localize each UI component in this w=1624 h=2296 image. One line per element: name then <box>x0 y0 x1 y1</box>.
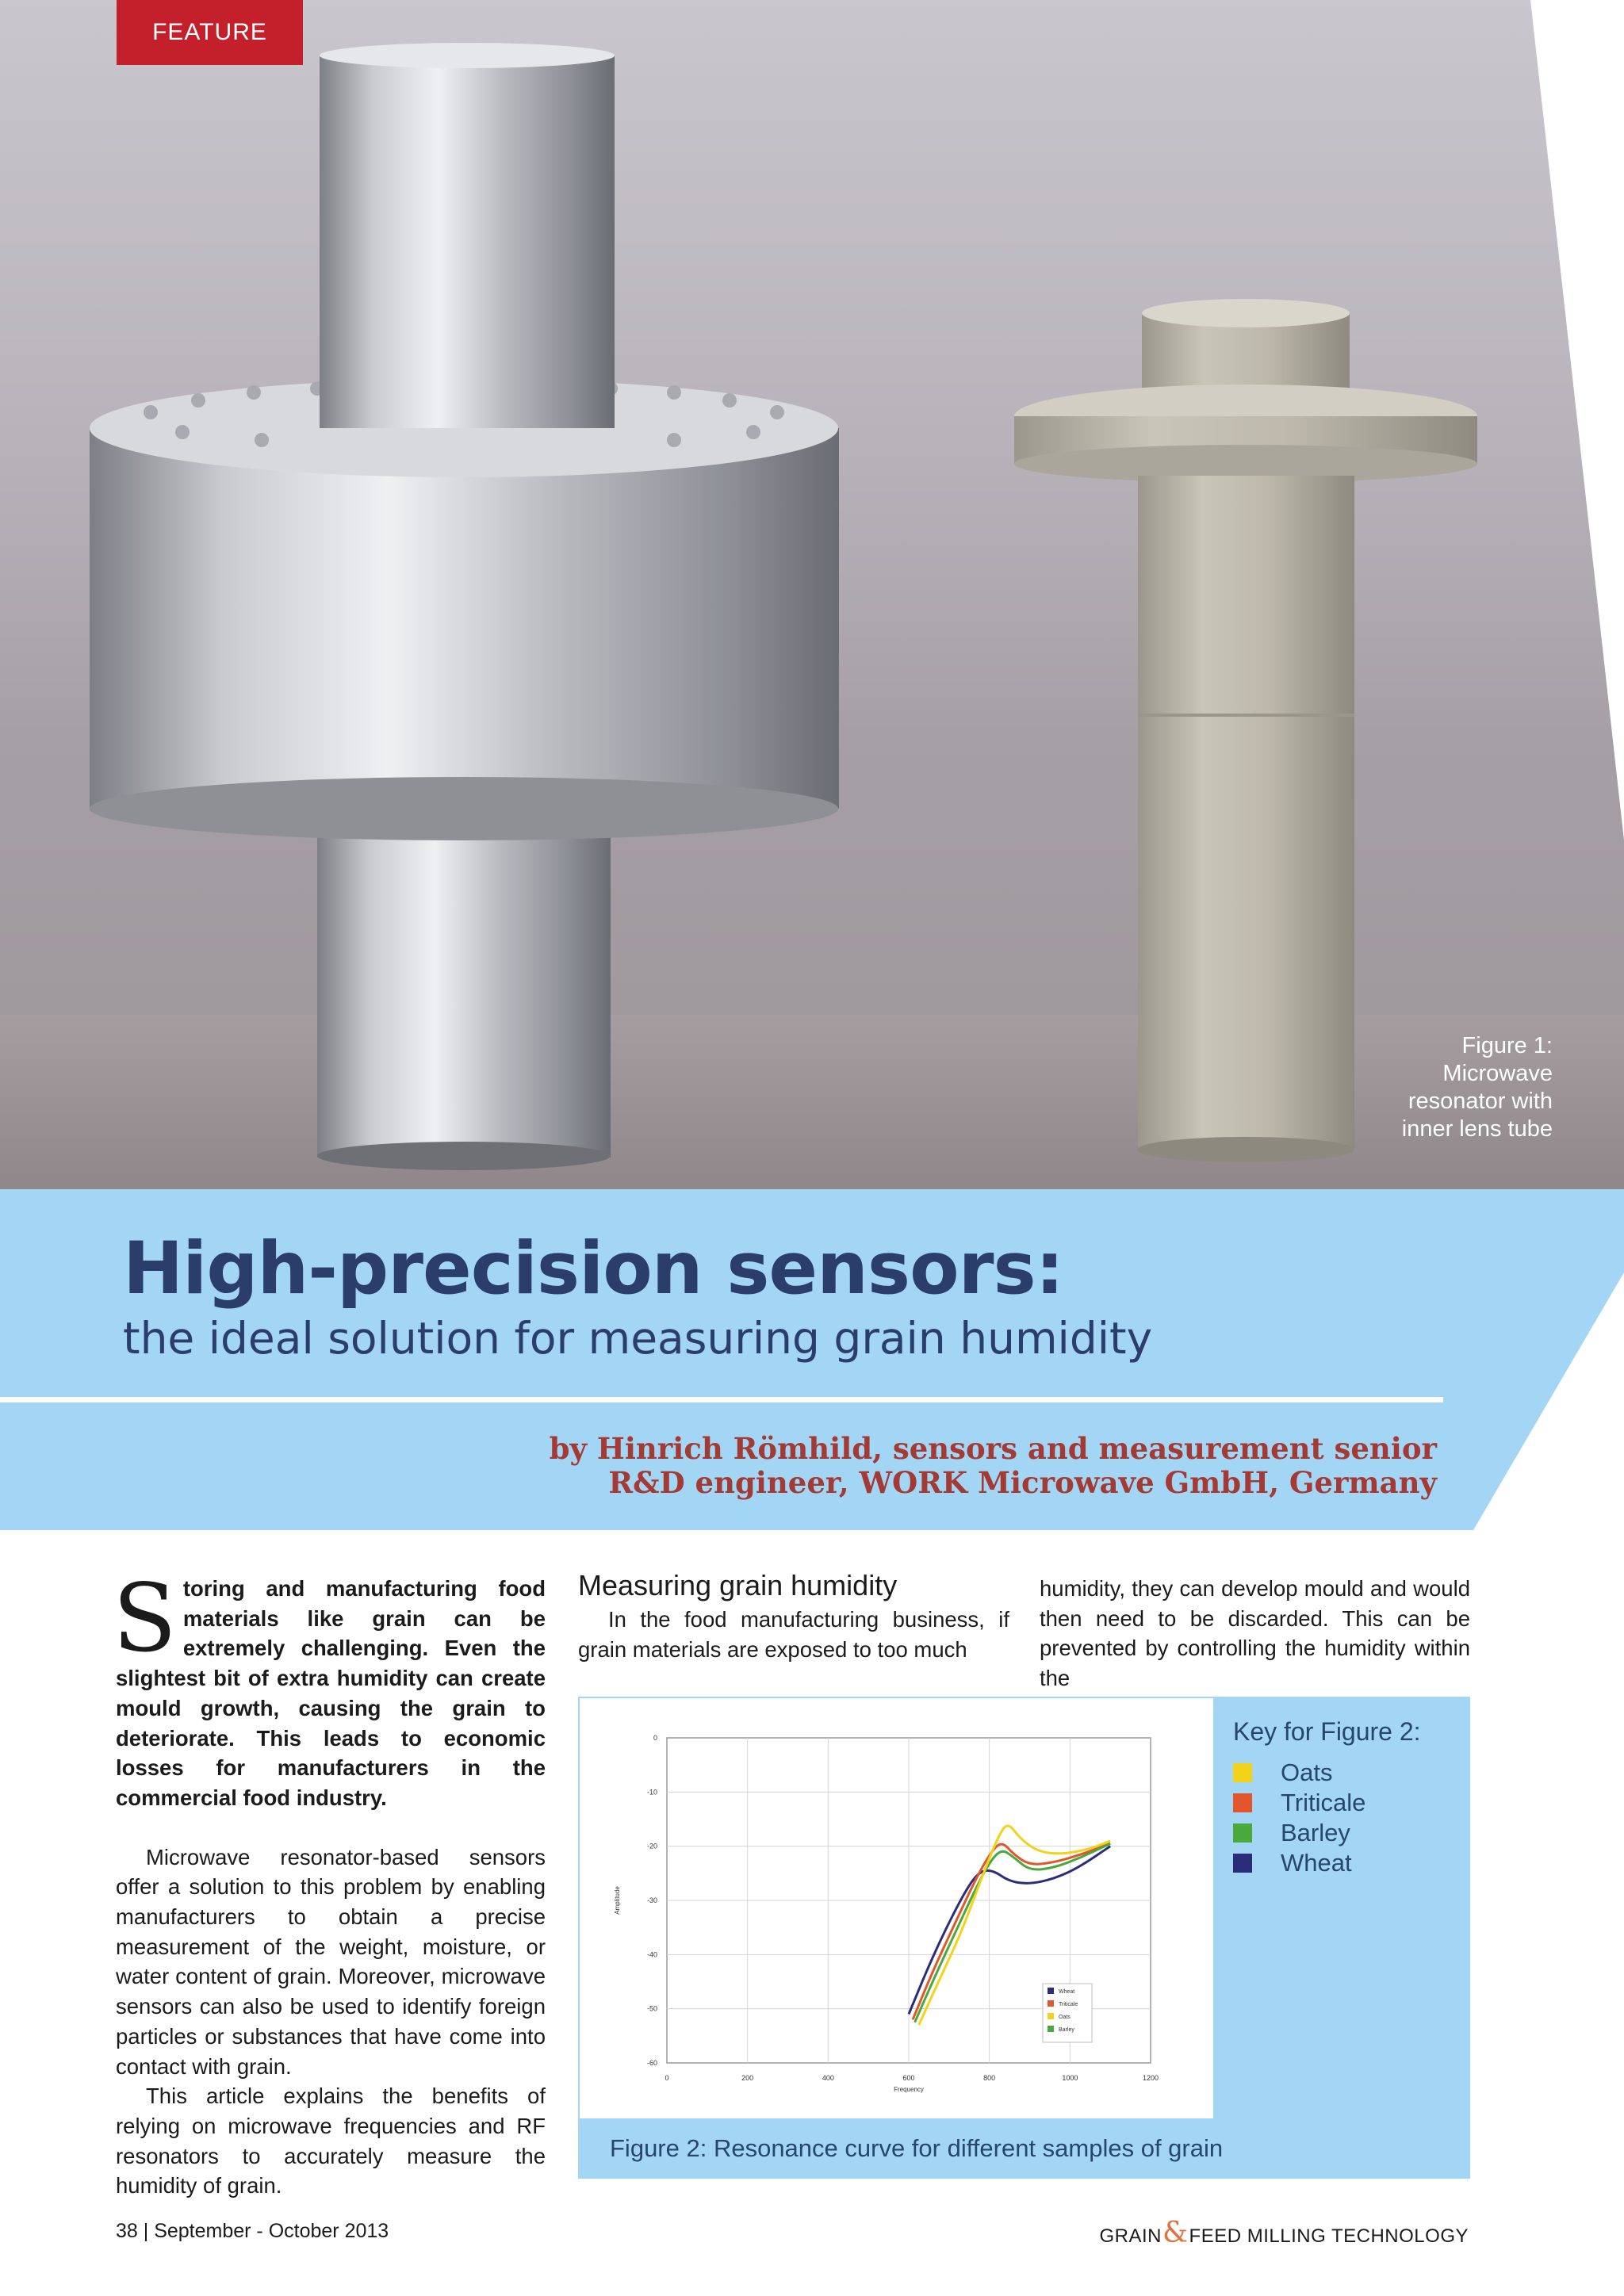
key-label: Oats <box>1281 1758 1333 1786</box>
article-title: High-precision sensors: <box>123 1227 1064 1311</box>
lead-paragraph: toring and manufacturing food materials like grain can be extremely challenging. Even the slightest bit of extra humidity can create mould growth, causing the grain to deteriorate. This leads to economic losses for manufacturers in the commercial food industry. <box>116 1576 546 1810</box>
key-label: Wheat <box>1281 1849 1352 1877</box>
y-axis-label: Amplitude <box>614 1886 621 1915</box>
key-item-barley <box>1233 1819 1350 1847</box>
figure1-caption-line: inner lens tube <box>1401 1116 1553 1142</box>
y-tick-label: -40 <box>646 1950 657 1959</box>
byline-line: R&D engineer, WORK Microwave GmbH, Germany <box>608 1465 1437 1500</box>
chart-legend-swatch <box>1048 2013 1054 2019</box>
body-column-1 <box>113 1563 546 2201</box>
chart-legend-label: Wheat <box>1059 1989 1075 1995</box>
x-tick-label: 600 <box>902 2074 915 2082</box>
resonance-chart-svg <box>580 1698 1213 2118</box>
key-item-wheat <box>1233 1849 1352 1877</box>
x-tick-label: 0 <box>665 2074 669 2082</box>
publication-masthead <box>1099 2217 1469 2249</box>
key-item-triticale <box>1233 1789 1365 1817</box>
chart-legend-label: Oats <box>1059 2015 1071 2020</box>
byline-line: by Hinrich Römhild, sensors and measurement senior <box>549 1431 1437 1466</box>
key-swatch <box>1233 1763 1252 1782</box>
figure1-caption-line: resonator with <box>1408 1089 1553 1114</box>
section-tag: FEATURE <box>117 0 303 65</box>
y-tick-label: -60 <box>646 2059 657 2067</box>
y-tick-label: -10 <box>646 1788 657 1797</box>
body-paragraph: In the food manufacturing business, if grain materials are exposed to too much <box>578 1607 1009 1662</box>
figure1-caption-line: Figure 1: <box>1461 1033 1553 1058</box>
masthead-ampersand: & <box>1162 2217 1189 2249</box>
article-subtitle: the ideal solution for measuring grain humidity <box>123 1313 1153 1364</box>
section-heading: Measuring grain humidity <box>578 1569 898 1601</box>
figure2-caption: Figure 2: Resonance curve for different samples of grain <box>610 2134 1224 2162</box>
x-tick-label: 1000 <box>1062 2074 1078 2082</box>
figure1-caption <box>1346 1032 1553 1143</box>
x-tick-label: 400 <box>822 2074 834 2082</box>
y-tick-label: 0 <box>653 1734 657 1742</box>
y-tick-label: -20 <box>646 1842 657 1850</box>
x-tick-label: 800 <box>983 2074 996 2082</box>
byline <box>550 1432 1437 1500</box>
y-tick-label: -50 <box>646 2004 657 2013</box>
key-swatch <box>1233 1793 1252 1812</box>
chart-legend-swatch <box>1048 1988 1054 1994</box>
figure1-caption-line: Microwave <box>1442 1061 1553 1086</box>
drop-cap: S <box>113 1563 177 1673</box>
figure2 <box>578 1697 1470 2179</box>
chart-legend-swatch <box>1048 2000 1054 2007</box>
masthead-right: FEED MILLING TECHNOLOGY <box>1189 2225 1469 2247</box>
key-swatch <box>1233 1854 1252 1873</box>
resonance-chart <box>580 1698 1213 2118</box>
x-tick-label: 1200 <box>1142 2074 1159 2082</box>
x-axis-label: Frequency <box>894 2086 924 2093</box>
y-tick-label: -30 <box>646 1896 657 1904</box>
body-paragraph: humidity, they can develop mould and would then need to be discarded. This can be prevented by controlling the humidity within the <box>1040 1576 1470 1691</box>
body-paragraph: Microwave resonator-based sensors offer a solution to this problem by enabling manufacturers to obtain a precise measurement of the weight, moisture, or water content of grain. Moreover, microwave sensors can also be used to identify foreign particles or substances that have come into contact with grain. <box>116 1844 546 2079</box>
masthead-left: GRAIN <box>1099 2225 1162 2247</box>
key-swatch <box>1233 1823 1252 1843</box>
x-tick-label: 200 <box>741 2074 754 2082</box>
key-item-oats <box>1233 1758 1332 1787</box>
chart-legend-label: Barley <box>1059 2027 1074 2033</box>
key-label: Barley <box>1281 1819 1350 1846</box>
body-column-2 <box>578 1568 1009 1664</box>
chart-legend-label: Triticale <box>1059 2002 1078 2007</box>
body-paragraph: This article explains the benefits of relying on microwave frequencies and RF resonators to accurately measure the humidity of grain. <box>116 2084 546 2198</box>
key-label: Triticale <box>1281 1789 1366 1816</box>
page-folio: 38 | September - October 2013 <box>116 2220 389 2242</box>
chart-legend-swatch <box>1048 2026 1054 2032</box>
figure2-key-title: Key for Figure 2: <box>1233 1717 1421 1746</box>
body-column-3 <box>1040 1574 1470 1693</box>
